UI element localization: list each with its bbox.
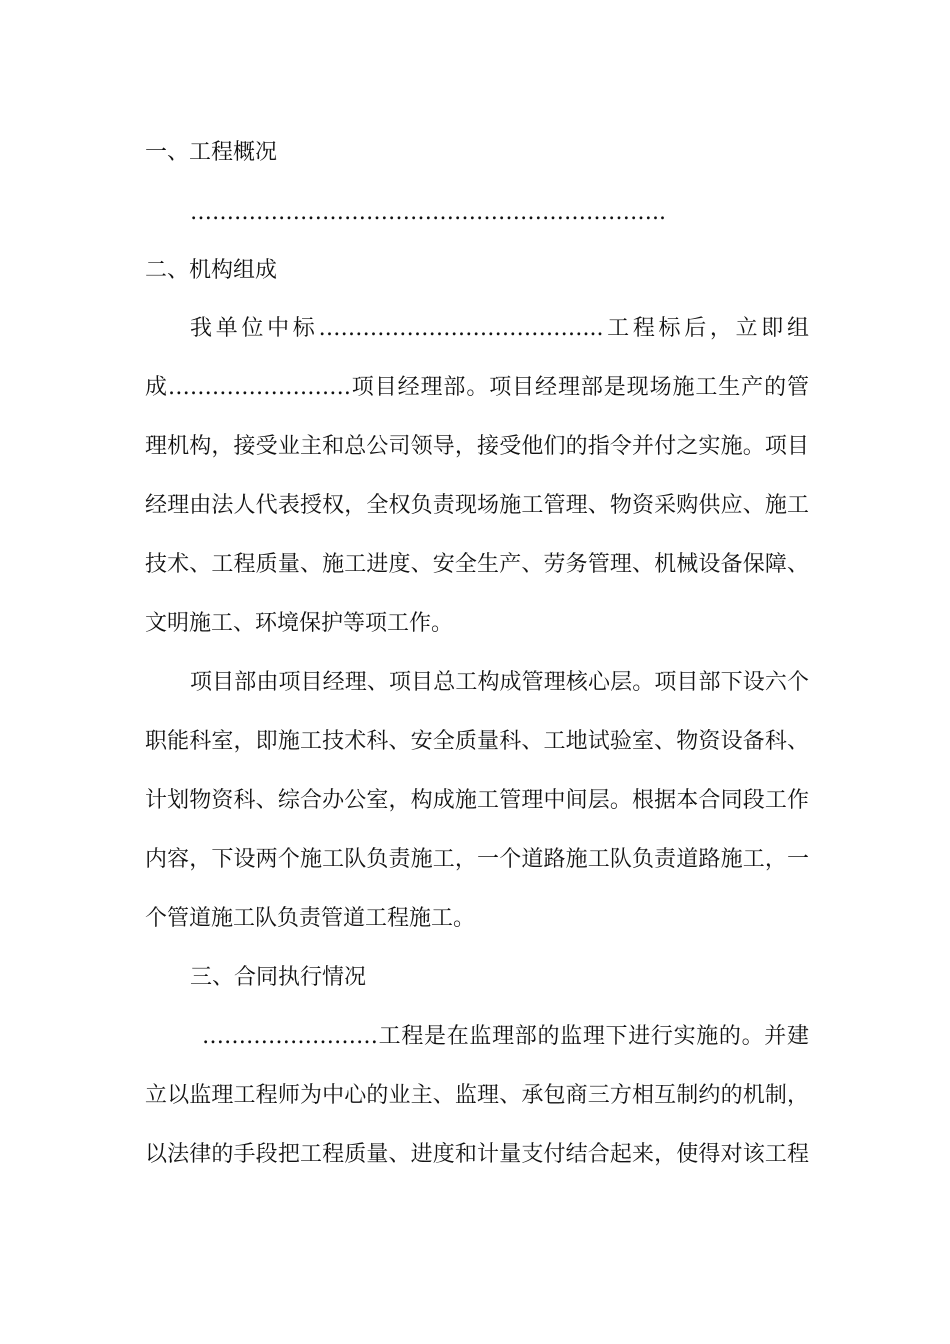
paragraph-line: 成…………………….项目经理部。项目经理部是现场施工生产的管 <box>145 375 809 400</box>
section-1-placeholder-line: ……………………………………………………….. <box>190 200 666 225</box>
paragraph-line: ……………………工程是在监理部的监理下进行实施的。并建 <box>202 1024 809 1049</box>
paragraph-line: 以法律的手段把工程质量、进度和计量支付结合起来，使得对该工程 <box>145 1142 809 1167</box>
section-heading-2: 二、机构组成 <box>145 258 278 283</box>
section-heading-3: 三、合同执行情况 <box>190 965 367 990</box>
paragraph-line: 内容，下设两个施工队负责施工，一个道路施工队负责道路施工，一 <box>145 847 809 872</box>
paragraph-line: 文明施工、环境保护等项工作。 <box>145 611 454 636</box>
paragraph-line: 个管道施工队负责管道工程施工。 <box>145 906 476 931</box>
paragraph-line: 项目部由项目经理、项目总工构成管理核心层。项目部下设六个 <box>190 670 809 695</box>
paragraph-line: 计划物资科、综合办公室，构成施工管理中间层。根据本合同段工作 <box>145 788 809 813</box>
section-heading-1: 一、工程概况 <box>145 140 278 165</box>
paragraph-line: 理机构，接受业主和总公司领导，接受他们的指令并付之实施。项目 <box>145 434 809 459</box>
paragraph-line: 职能科室，即施工技术科、安全质量科、工地试验室、物资设备科、 <box>145 729 809 754</box>
paragraph-line: 经理由法人代表授权，全权负责现场施工管理、物资采购供应、施工 <box>145 493 809 518</box>
paragraph-line: 技术、工程质量、施工进度、安全生产、劳务管理、机械设备保障、 <box>145 552 809 577</box>
paragraph-line: 我单位中标………………………………...工程标后，立即组 <box>190 316 809 341</box>
paragraph-line: 立以监理工程师为中心的业主、监理、承包商三方相互制约的机制， <box>145 1083 809 1108</box>
